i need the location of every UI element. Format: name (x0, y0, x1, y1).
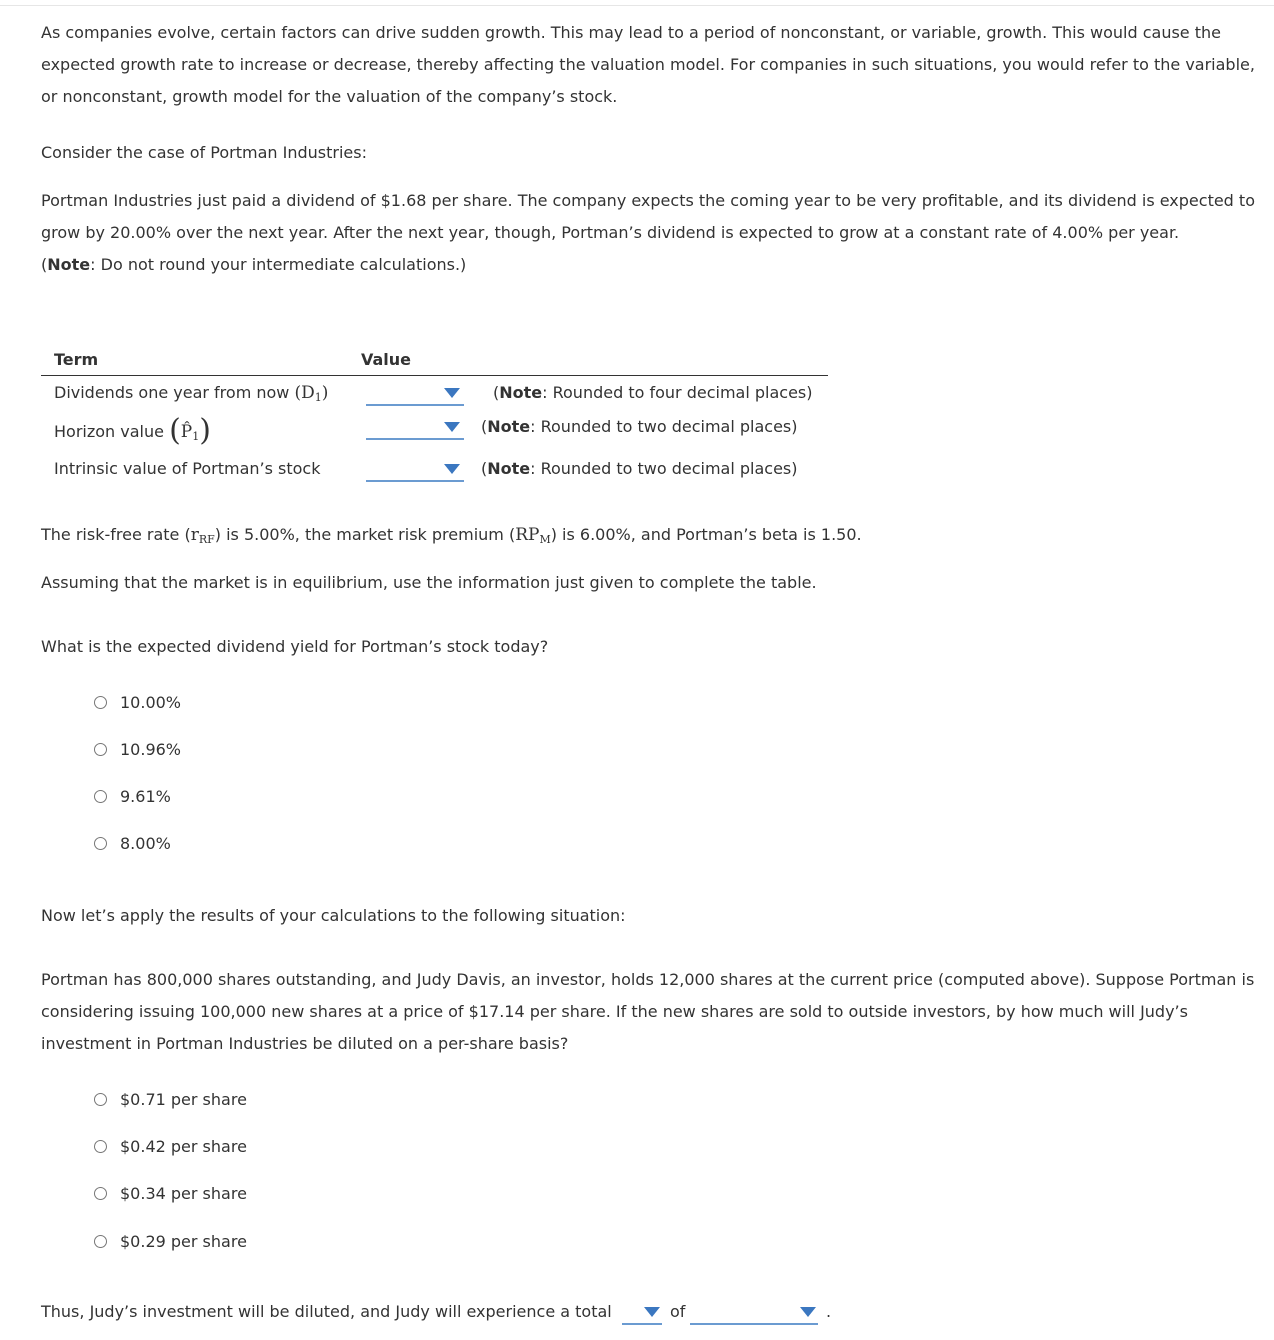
scenario-paragraph: Portman has 800,000 shares outstanding, and Judy Davis, an investor, holds 12,000 shares at the current price (computed above). Suppose Portman is considering issuing 100,000 new shares at a price of $17.14 per share. If the new shares are sold to outside investors, by how much will Judy’s investment in Portman Industries be diluted on a per-share basis? (41, 970, 1255, 1053)
intrinsic-note: (Note: Rounded to two decimal places) (481, 459, 798, 478)
row-label-horizon: Horizon value $(P̂_1)$ (54, 413, 211, 448)
final-sentence: Thus, Judy’s investment will be diluted, and Judy will experience a total (41, 1302, 612, 1321)
chevron-down-icon (444, 388, 460, 398)
radio-button[interactable] (94, 790, 107, 803)
final-of: of (670, 1302, 686, 1321)
dividends-dropdown[interactable] (366, 382, 464, 406)
case-intro: Consider the case of Portman Industries: (41, 143, 367, 162)
option-dilution-4[interactable]: $0.29 per share (94, 1230, 247, 1252)
header-value: Value (361, 350, 412, 369)
option-dilution-1[interactable]: $0.71 per share (94, 1088, 247, 1110)
radio-button[interactable] (94, 1093, 107, 1106)
option-yield-1[interactable]: 10.00% (94, 691, 181, 713)
row-label-intrinsic: Intrinsic value of Portman’s stock (54, 459, 321, 478)
note-label: Note (47, 255, 91, 274)
radio-button[interactable] (94, 1235, 107, 1248)
chevron-down-icon (800, 1307, 816, 1317)
final-period: . (826, 1302, 832, 1321)
dilution-type-dropdown[interactable] (622, 1301, 662, 1325)
chevron-down-icon (644, 1307, 660, 1317)
option-dilution-3[interactable]: $0.34 per share (94, 1182, 247, 1204)
question-dividend-yield: What is the expected dividend yield for Portman’s stock today? (41, 637, 549, 656)
chevron-down-icon (444, 422, 460, 432)
radio-button[interactable] (94, 743, 107, 756)
radio-button[interactable] (94, 837, 107, 850)
dilution-amount-dropdown[interactable] (690, 1301, 818, 1325)
top-divider (0, 5, 1274, 6)
risk-paragraph: The risk-free rate $(r_{RF})$ is 5.00%, the market risk premium $(RP_M)$ is 6.00%, and Portman’s beta is 1.50. (41, 525, 862, 546)
note-text: : Do not round your intermediate calculations.) (90, 255, 467, 274)
radio-button[interactable] (94, 1187, 107, 1200)
radio-button[interactable] (94, 696, 107, 709)
row-label-dividends: Dividends one year from now $(D_1)$ (54, 383, 329, 404)
dividends-note: (Note: Rounded to four decimal places) (493, 383, 813, 402)
horizon-note: (Note: Rounded to two decimal places) (481, 417, 798, 436)
option-yield-3[interactable]: 9.61% (94, 785, 171, 807)
horizon-value-dropdown[interactable] (366, 416, 464, 440)
apply-text: Now let’s apply the results of your calculations to the following situation: (41, 906, 626, 925)
case-paragraph: Portman Industries just paid a dividend of $1.68 per share. The company expects the coming year to be very profitable, and its dividend is expected to grow by 20.00% over the next year. After the next year, though, Portman’s dividend is expected to grow at a constant rate of 4.00% per year. (Note: Do not round your intermediate calculations.) (41, 191, 1255, 274)
case-text: Portman Industries just paid a dividend of $1.68 per share. The company expects the coming year to be very profitable, and its dividend is expected to grow by 20.00% over the next year. After the next year, though, Portman’s dividend is expected to grow at a constant rate of 4.00% per year. (41, 191, 1255, 242)
option-yield-2[interactable]: 10.96% (94, 738, 181, 760)
radio-button[interactable] (94, 1140, 107, 1153)
intro-paragraph: As companies evolve, certain factors can drive sudden growth. This may lead to a period of nonconstant, or variable, growth. This would cause the expected growth rate to increase or decrease, thereby affecting the valuation model. For companies in such situations, you would refer to the variable, or nonconstant, growth model for the valuation of the company’s stock. (41, 23, 1255, 106)
equilibrium-text: Assuming that the market is in equilibrium, use the information just given to complete the table. (41, 573, 817, 592)
chevron-down-icon (444, 464, 460, 474)
option-dilution-2[interactable]: $0.42 per share (94, 1135, 247, 1157)
header-term: Term (54, 350, 99, 369)
intrinsic-value-dropdown[interactable] (366, 458, 464, 482)
option-yield-4[interactable]: 8.00% (94, 832, 171, 854)
header-rule (41, 375, 828, 376)
